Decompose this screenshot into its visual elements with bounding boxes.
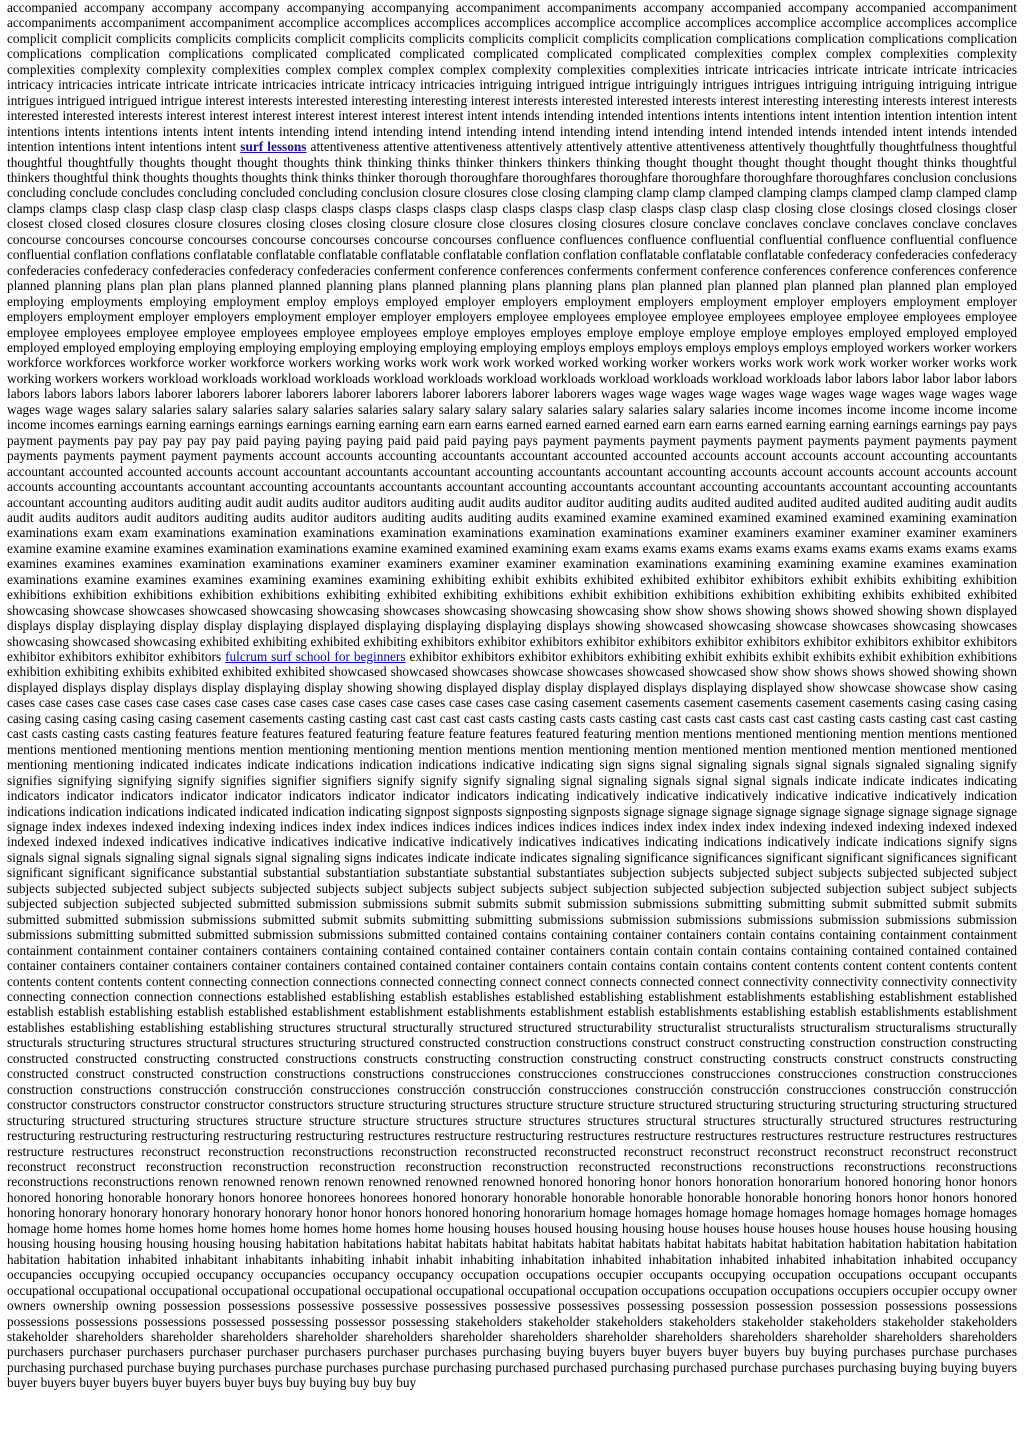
surf-lessons-link[interactable]: surf lessons xyxy=(240,139,307,155)
text-segment-3: exhibitor exhibitors exhibitor exhibitors exhibiting exhibit exhibits exhibit exhibits exhibit exhibition exhibitions exhibition exhibiting exhibits exhibited exhibited exhibited showcased showcased showcases showcase showcases showcased showcased show show shows shows showed showing shown displayed displays display displays display displaying display showing showing displayed display display displayed displays displaying displayed show showcase showcase show casing cases case cases case cases case cases case cases case cases case cases case cases case cases case casing casement casements casement casements casement casements casing casing casing casing casing casing casing casing casement casements casting casting cast cast cast cast casts casting casts casts casting cast casts cast casts cast cast casting casts casting cast cast casting cast casts casting casts casting features feature features featured featuring feature feature features featured featuring mention mentions mentioned mentioning mention mentions mentioned mentions mentioned mentioning mentions mention mentioning mentioning mention mentions mention mentioning mention mentioned mention mentioned mention mentioned mentioned mentioning mentioning indicated indicates indicate indications indication indications indicative indicating sign signs signal signaling signals signal signals signaled signaling signify signifies signifying signifying signify signifies signifier signifiers signify signify signify signaling signal signaling signals signal signal signals indicate indicate indicates indicating indicators indicator indicators indicator indicator indicators indicator indicator indicators indicating indicatively indicative indicatively indicative indicative indicatively indication indications indication indications indicated indicated indication indicating signpost signposts signposting signposts signage signage signage signage signage signage signage signage signage signage index indexes indexed indexing indexing indices index index indices indices indices indices indices indices index index index index indexing indexed indexing indexed indexed indexed indexed indexed indicatives indicative indicatives indicative indicative indicatively indicatives indicatives indicating indications indicatively indicate indications signify signs signals signal signals signaling signal signals signal signaling signs indicates indicate indicate indicates signaling significance significances significant significant significances significant significant significant significance substantial substantial substantiation substantiate substantial substantiates subjection subjects subjected subject subjects subjected subjected subject subjects subjected subjected subject subjects subjected subjects subject subjects subject subjects subject subjection subjected subjection subjected subjection subject subject subjects subjected subjection subjected subjected submitted submission submissions submit submits submit submission submissions submitting submitting submit submitted submit submits submitted submitted submission submissions submitted submit submits submitting submitting submissions submission submissions submissions submission submissions submission submissions submitting submitted submitted submission submissions submitted contained contains containing container containers contain contains containing containment containment containment containment container containers containers containing contained contained container containers contain contain contain contains containing contained contained contained container containers container containers container containers contained contained container containers contain contains contain contains content contents content content contents content contents content contents content connecting connection connections connected connecting connect connect connects connected connect connectivity connectivity connectivity connectivity connecting connection connection connections established establishing establish establishes established establishing establishment establishments establishing establishment established establish establish establishing establish established establishment establishment establishments establishment establish establishments establishing establish establishments establishment establishes establishing establishing establishing structures structural structurally structured structured structurability structuralist structuralists structuralism structuralisms structurally structurals structuring structures structural structures structuring structured constructed construction constructions construct construct constructing construction construction constructing constructed constructed constructing constructed constructions constructs constructing construction constructing construct constructing constructs construct constructs constructing constructed construct constructed construction constructions constructions construcciones construcciones construcciones construcciones construcciones construction construcciones construction constructions construcción construcción construcciones construcción construcción construcciones construcción construcción construcciones construcción construcción constructor constructors constructor constructor constructors structure structuring structures structure structure structure structured structuring structuring structuring structuring structured structuring structured structuring structures structure structure structure structures structure structures structures structural structures structurally structured structures restructuring restructuring restructuring restructuring restructuring restructuring restructures restructure restructuring restructures restructure restructures restructures restructure restructures restructures restructure restructures reconstruct reconstruction reconstructions reconstruction reconstructed reconstructed reconstruct reconstruct reconstruct reconstruct reconstruct reconstruct reconstruct reconstruct reconstruction reconstruction reconstruction reconstruction reconstruction reconstructed reconstructions reconstructions reconstructions reconstructions reconstructions reconstructions renown renowned renown renown renowned renowned renowned honored honoring honor honors honoration honorarium honored honoring honor honors honored honoring honorable honorary honors honoree honorees honorees honored honorary honorable honorable honorable honorable honorable honoring honors honor honors honored honoring honorary honorary honorary honorary honorary honor honor honors honored honoring honorarium homage homages homage homage homages homage homages homage homages homage home homes home homes home homes home homes home homes home housing houses housed housing housing house houses house houses house houses house housing housing housing housing housing housing housing housing habitation habitations habitat habitats habitat habitats habitat habitats habitat habitats habitat habitation habitation habitation habitation habitation habitation inhabited inhabitant inhabitants inhabiting inhabit inhabit inhabiting inhabitation inhabited inhabitation inhabited inhabited inhabitation inhabited occupancy occupancies occupying occupied occupancy occupancies occupancy occupancy occupation occupations occupier occupants occupying occupation occupations occupant occupants occupational occupational occupational occupational occupational occupational occupational occupational occupation occupations occupation occupations occupiers occupier occupy owner owners ownership owning possession possessions possessive possessive possessives possessive possessives possessing possession possession possession possessions possessions possessions possessions possessions possessed possessing possessor possessing stakeholders stakeholder stakeholders stakeholders stakeholder stakeholders stakeholder stakeholders stakeholder shareholders shareholder shareholders shareholder shareholders shareholder shareholders shareholder shareholders shareholders shareholder shareholders shareholders purchasers purchaser purchasers purchaser purchaser purchasers purchaser purchases purchasing buying buyers buyer buyers buyer buyers buy buying purchases purchase purchases purchasing purchased purchase buying purchases purchase purchases purchase purchasing purchased purchased purchasing purchased purchase purchases purchasing buying buying buyers buyer buyers buyer buyers buyer buyers buyer buys buy buying buy buy buy xyxy=(7,649,1017,1391)
keyword-paragraph xyxy=(7,0,1017,1391)
text-segment-1: accompanied accompany accompany accompany accompanying accompanying accompaniment accompaniments accompany accompanied accompany accompanied accompaniment accompaniments accompaniment accompaniment accomplice accomplices accomplices accomplices accomplice accomplice accomplices accomplice accomplice accomplices accomplice complicit complicit complicits complicits complicits complicit complicits complicits complicits complicit complicits complication complications complication complications complication complications complication complications complicated complicated complicated complicated complicated complicated complexities complex complex complexities complexity complexities complexity complexity complexities complex complex complex complex complexity complexities complexities intricate intricacies intricate intricate intricate intricacies intricacy intricacies intricate intricate intricate intricacies intricate intricacy intricacies intriguing intrigued intrigue intriguingly intrigues intrigues intriguing intriguing intriguing intrigue intrigues intrigued intrigued intrigue interest interests interested interesting interesting interest interests interested interested interests interest interesting interesting interests interest interests interested interested interests interest interest interest interest interest interest interest intent intends intending intended intentions intents intentions intent intention intention intention intent intentions intents intentions intents intent intents intending intend intending intend intending intend intending intend intending intend intended intends intended intent intends intended intention intentions intent intentions intent xyxy=(7,0,1017,155)
text-segment-2: attentiveness attentive attentiveness attentively attentively attentive attentiveness attentively thoughtfully thoughtfulness thoughtful thoughtful thoughtfully thoughts thought thought thoughts think thinking thinks thinker thinkers thinkers thinking thought thought thought thought thought thought thinks thoughtful thinkers thoughtful think thoughts thoughts thoughts think thinks thinker thorough thoroughfare thoroughfares thoroughfare thoroughfare thoroughfare thoroughfares conclusion conclusions concluding conclude concludes concluding concluded concluding conclusion closure closures close closing clamping clamp clamp clamped clamping clamps clamped clamp clamped clamp clamps clamps clasp clasp clasp clasp clasp clasp clasps clasps clasps clasps clasps clasp clasps clasps clasp clasp clasps clasp clasp clasp closing close closings closed closings closer closest closed closed closures closure closures closing closes closing closure closure close closures closing closures closure conclave conclaves conclave conclaves conclave conclaves concourse concourses concourse concourses concourse concourses concourse concourses confluence confluences confluence confluential confluential confluence confluential confluence confluential conflation conflations conflatable conflatable conflatable conflatable conflatable conflation conflation conflatable conflatable conflatable confederacy confederacies confederacy confederacies confederacy confederacies confederacy confederacies conferment conference conferences conferments conferment conference conferences conference conferences conference planned planning plans plan plan plans planned planned planning plans planned planning plans planning plans plan planned plan planned plan planned plan planned plan employed employing employments employing employment employ employs employed employer employers employment employers employment employer employers employment employer employers employment employer employers employment employer employer employers employee employees employee employee employees employee employee employees employee employee employees employee employee employees employee employees employe employes employes employe employe employe employe employes employed employed employed employed employed employing employing employing employing employing employing employing employs employs employs employs employs employs employed workers worker workers workforce workforces workforce worker workforce workers working works work work work worked worked working worker workers works work work work worker worker works work working workers workers workload workloads workload workloads workload workloads workload workloads workload workloads workload workloads labor labors labor labor labor labors labors labors labors labors laborer laborers laborer laborers laborer laborers laborer laborers laborer laborers wages wage wages wage wages wage wages wage wages wage wages wage wages wage wages salary salaries salary salaries salary salaries salaries salary salary salary salary salaries salary salaries salary salaries income incomes income income income income income incomes earnings earning earnings earnings earnings earning earning earn earn earns earned earned earned earned earn earn earns earned earning earning earnings earnings pay pays payment payments pay pay pay pay pay paid paying paying paying paid paid paid paying pays payment payments payment payments payment payments payment payments payment payments payments payment payment payments account accounts accounting accountants accountant accounted accounted accounts account accounts account accounting accountants accountant accounted accounted accounts account accountant accountants accountant accounting accountants accountant accounting accounts account accounts account accounts account accounts accounting accountants accountant accounting accountants accountants accountant accounting accountants accountant accounting accountants accountant accounting accountants accountant accounting auditors auditing audit audit audits auditor auditors auditing audit audits auditor auditor auditing audits audited audited audited audited audited auditing audit audits audit audits auditors audit auditors auditing audits auditor auditors auditing audits auditing audits examined examine examined examined examined examined examining examination examinations exam exam examinations examination examinations examination examinations examination examinations examiner examiners examiner examiner examiner examiners examine examine examine examines examination examinations examine examined examined examining exam exams exams exams exams exams exams exams exams exams exams exams examines examines examines examination examinations examiner examiners examiner examiner examination examinations examining examining examine examines examination examinations examine examines examines examining examines examining exhibiting exhibit exhibits exhibited exhibited exhibitor exhibitors exhibit exhibits exhibiting exhibition exhibitions exhibition exhibitions exhibition exhibitions exhibiting exhibited exhibiting exhibitions exhibit exhibition exhibitions exhibition exhibiting exhibits exhibited exhibited showcasing showcase showcases showcased showcasing showcasing showcases showcasing showcasing showcasing show show shows showing shows showed showing shown displayed displays display displaying display display displaying displayed displaying displaying displaying displays showing showcased showcasing showcase showcases showcasing showcases showcasing showcased showcasing exhibited exhibiting exhibited exhibiting exhibitors exhibitor exhibitors exhibitor exhibitors exhibitor exhibitors exhibitor exhibitors exhibitor exhibitors exhibitor exhibitors exhibitor exhibitors xyxy=(7,139,1018,665)
surf-school-link[interactable]: fulcrum surf school for beginners xyxy=(225,649,406,665)
